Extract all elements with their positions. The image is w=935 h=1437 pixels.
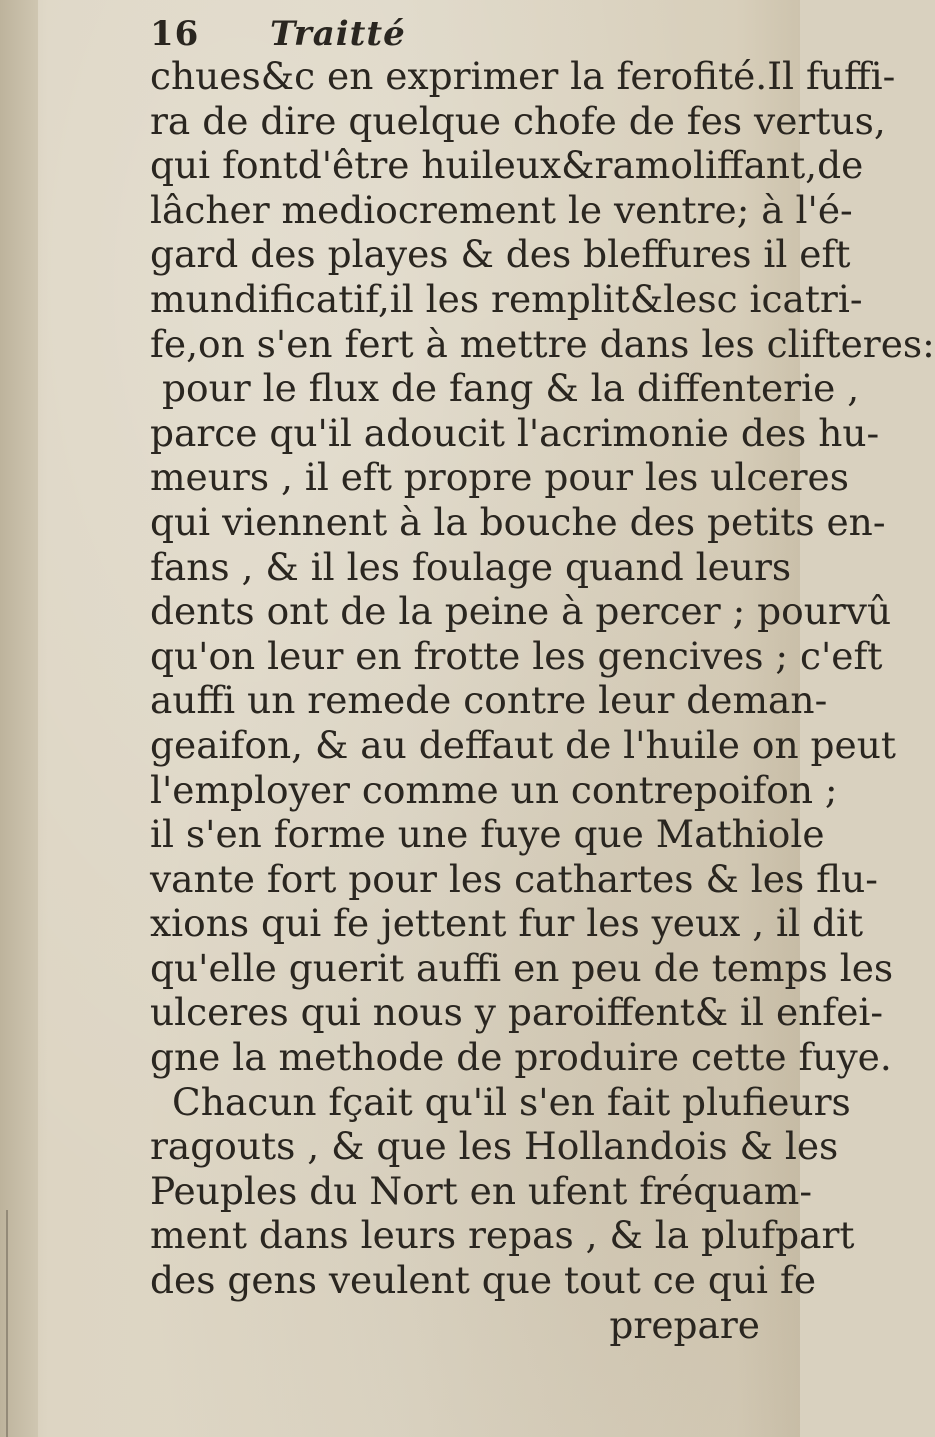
text-line: ra de dire quelque chofe de fes vertus, [150, 98, 886, 143]
catchword: prepare [609, 1302, 760, 1347]
text-line: meurs , il eft propre pour les ulceres [150, 455, 849, 500]
text-line: qu'elle guerit auffi en peu de temps les [150, 945, 894, 990]
text-line: Peuples du Nort en ufent fréquam- [150, 1168, 812, 1213]
text-line: gne la methode de produire cette fuye. [150, 1035, 892, 1080]
binding-edge [0, 0, 38, 1437]
text-line: auffi un remede contre leur deman- [150, 678, 828, 723]
page-number: 16 [150, 14, 200, 54]
text-line: qui fontd'être huileux&ramoliffant,de [150, 143, 864, 188]
text-line: mundificatif,il les remplit&lesc icatri- [150, 276, 863, 321]
text-line: fans , & il les foulage quand leurs [150, 544, 792, 589]
text-line: qu'on leur en frotte les gencives ; c'eft [150, 633, 883, 678]
page-header [150, 14, 550, 54]
text-line: des gens veulent que tout ce qui fe [150, 1258, 817, 1303]
text-line: parce qu'il adoucit l'acrimonie des hu- [150, 410, 880, 455]
text-line: dents ont de la peine à percer ; pourvû [150, 589, 892, 634]
text-line: lâcher mediocrement le ventre; à l'é- [150, 187, 853, 232]
text-line: qui viennent à la bouche des petits en- [150, 499, 886, 544]
text-line: fe,on s'en fert à mettre dans les clifteres: [150, 321, 935, 366]
text-line: ulceres qui nous y paroiffent& il enfei- [150, 990, 884, 1035]
text-line: ragouts , & que les Hollandois & les [150, 1124, 839, 1169]
text-line: vante fort pour les cathartes & les flu- [150, 856, 878, 901]
body-text [150, 54, 935, 1347]
paragraph-start-line: Chacun fçait qu'il s'en fait plufieurs [172, 1079, 851, 1124]
text-line: gard des playes & des bleffures il eft [150, 232, 851, 277]
text-line: chues&c en exprimer la ferofité.Il fuffi- [150, 54, 896, 98]
text-line: geaifon, & au deffaut de l'huile on peut [150, 722, 896, 767]
binding-shadow-line [6, 1210, 8, 1437]
running-title: Traitté [270, 14, 406, 54]
text-line: pour le flux de fang & la diffenterie , [162, 366, 860, 411]
text-line: xions qui fe jettent fur les yeux , il dit [150, 901, 864, 946]
text-line: ment dans leurs repas , & la plufpart [150, 1213, 855, 1258]
text-line: l'employer comme un contrepoifon ; [150, 767, 838, 812]
text-line: il s'en forme une fuye que Mathiole [150, 812, 825, 857]
